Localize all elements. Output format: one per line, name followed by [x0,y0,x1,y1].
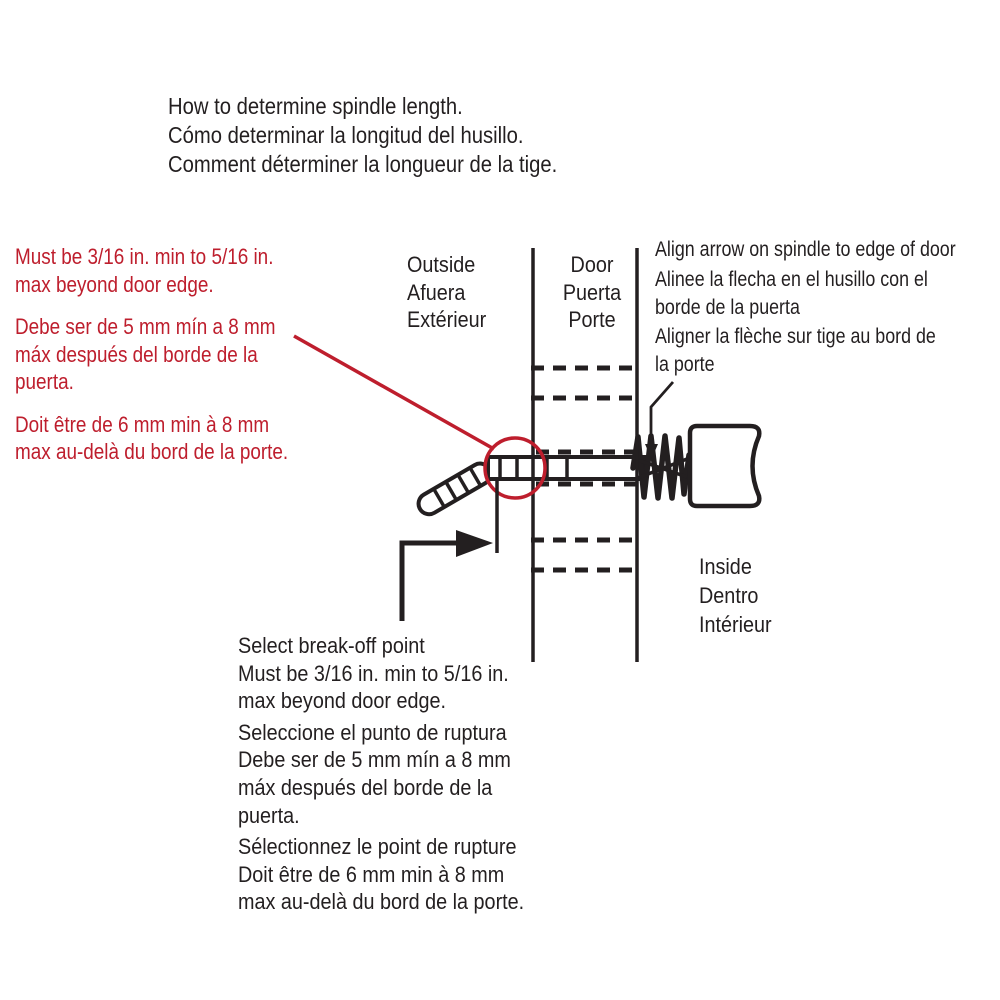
min-max-note-en [15,243,288,298]
note-line: max au-delà du bord de la porte. [238,889,525,915]
note-line: puerta. [15,369,74,394]
label-line: Inside [699,554,752,579]
note-line: Select break-off point [238,633,425,658]
min-max-note-fr [15,411,288,466]
note-line: Sélectionnez le point de rupture [238,834,517,860]
align-note-es: borde de la puerta [655,296,800,320]
note-line: max au-delà du bord de la porte. [15,439,289,464]
note-line: Debe ser de 5 mm mín a 8 mm [238,747,511,773]
door-knob [690,426,759,506]
breakoff-piece-body [415,460,495,518]
note-line: Debe ser de 5 mm mín a 8 mm [15,314,276,339]
label-line: Door [570,252,614,277]
leader-elbow-line [651,382,673,446]
inside-label [699,552,772,639]
red-leader-line [294,336,494,449]
min-max-note-es [15,313,288,396]
min-max-note [15,243,288,481]
label-line: Extérieur [407,307,487,332]
label-line: Puerta [562,279,622,305]
note-line: Must be 3/16 in. min to 5/16 in. [238,660,509,686]
note-line: máx después del borde de la [15,341,258,367]
label-line: Afuera [407,279,466,305]
align-note-es: Alinee la flecha en el husillo con el [655,268,928,292]
label-line: Dentro [699,583,759,608]
title-line-es: Cómo determinar la longitud del husillo. [168,122,524,148]
breakoff-note-es [238,719,524,829]
spindle [488,457,645,479]
arrowhead-right-icon [456,530,493,557]
note-line: max beyond door edge. [238,688,447,714]
note-line: Doit être de 6 mm min à 8 mm [15,411,270,437]
label-line: Porte [568,307,616,332]
select-breakoff-note [238,632,524,920]
title-line-fr: Comment déterminer la longueur de la tige. [168,151,558,177]
note-line: Must be 3/16 in. min to 5/16 in. [15,244,274,269]
breakoff-note-fr [238,833,524,916]
note-line: puerta. [238,802,300,828]
outside-label [407,251,486,334]
label-line: Outside [407,252,476,277]
note-line: Seleccione el punto de ruptura [238,719,507,745]
note-line: max beyond door edge. [15,271,214,297]
breakoff-note-en [238,632,524,715]
align-note-en: Align arrow on spindle to edge of door [655,238,956,261]
spring [633,436,689,498]
spindle-breakoff-piece [415,460,495,518]
label-line: Intérieur [699,612,772,637]
door-label [540,251,644,334]
note-line: Doit être de 6 mm min à 8 mm [238,861,505,887]
pointer-elbow-line [402,543,459,621]
align-arrow-note [655,236,956,379]
title-line-en: How to determine spindle length. [168,93,463,119]
align-note-fr: Aligner la flèche sur tige au bord de [655,324,936,348]
align-note-fr: la porte [655,352,715,376]
note-line: máx después del borde de la [238,774,493,800]
page-title [168,92,557,179]
